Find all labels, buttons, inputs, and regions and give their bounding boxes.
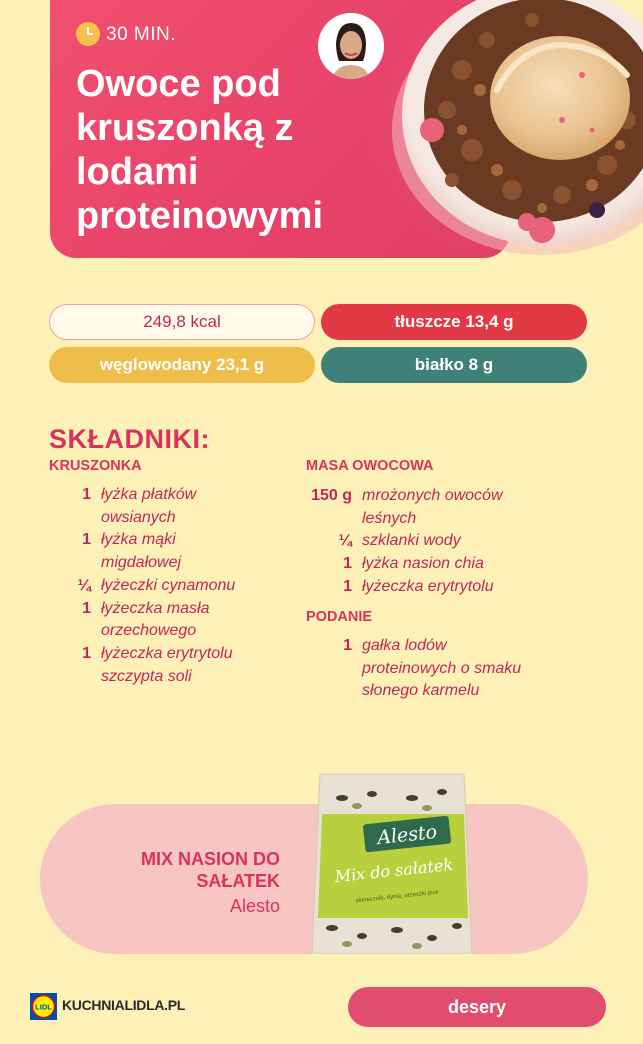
ingredient-name: łyżeczka erytrytolu <box>101 644 233 662</box>
ingredient-name: słonego karmelu <box>362 682 480 700</box>
ingredient-name: owsianych <box>101 508 176 526</box>
ingredient-quantity <box>49 620 101 643</box>
ingredient-row <box>306 658 521 681</box>
calories-badge: 249,8 kcal <box>49 304 315 340</box>
ingredient-quantity <box>49 507 101 530</box>
ingredients-heading: SKŁADNIKI: <box>49 424 210 454</box>
ingredient-name: gałka lodów <box>362 637 447 654</box>
ingredient-quantity <box>49 552 101 575</box>
ingredient-name: łyżka mąki <box>101 531 176 549</box>
ingredient-row <box>306 553 503 576</box>
ingredient-quantity: 1 <box>82 531 91 549</box>
bag-title-label: Mix do sałatek <box>333 854 454 887</box>
clock-icon <box>76 22 100 46</box>
ingredient-list-kruszonka <box>49 484 235 688</box>
prep-time: 30 MIN. <box>106 24 177 45</box>
ingredient-quantity: ¼ <box>77 576 91 594</box>
ingredient-name: łyżeczka masła <box>101 599 210 617</box>
ingredient-name: szczypta soli <box>101 667 192 685</box>
protein-badge: białko 8 g <box>321 347 587 383</box>
ingredient-quantity: 1 <box>82 644 91 662</box>
site-link[interactable]: KUCHNIALIDLA.PL <box>62 997 186 1013</box>
ingredient-quantity: 1 <box>343 555 352 573</box>
ingredient-row <box>49 620 235 643</box>
ingredient-quantity: ¼ <box>338 532 352 550</box>
ingredient-quantity: 1 <box>343 577 352 595</box>
carbs-badge: węglowodany 23,1 g <box>49 347 315 383</box>
ingredient-name: łyżka płatków <box>101 486 197 503</box>
ingredient-row <box>306 680 521 703</box>
ingredient-name: proteinowych o smaku <box>362 659 522 677</box>
ingredient-name: szklanki wody <box>362 532 461 550</box>
ingredient-name: mrożonych owoców <box>362 487 503 504</box>
ingredient-row <box>306 635 521 658</box>
ingredient-row <box>306 508 503 531</box>
recipe-title: Owoce pod kruszonką z lodami proteinowymi <box>76 63 324 237</box>
ingredient-row <box>49 666 235 689</box>
group-title-kruszonka: KRUSZONKA <box>49 458 142 474</box>
ingredient-quantity <box>306 680 362 703</box>
group-title-podanie: PODANIE <box>306 609 373 625</box>
ingredient-row <box>306 530 503 553</box>
ingredient-row <box>49 529 235 552</box>
product-name: MIX NASION DO SAŁATEK <box>140 849 280 891</box>
ingredient-row <box>49 598 235 621</box>
ingredient-quantity: 1 <box>343 637 352 654</box>
bag-brand-label: Alesto <box>376 820 439 850</box>
ingredient-quantity: 1 <box>82 599 91 617</box>
ingredient-row <box>49 575 235 598</box>
ingredient-quantity: 1 <box>82 486 91 503</box>
product-brand: Alesto <box>229 896 280 916</box>
ingredient-row <box>306 485 503 508</box>
dessert-photo <box>392 0 643 270</box>
ingredient-list-podanie <box>306 635 521 703</box>
ingredient-name: łyżeczka erytrytolu <box>362 577 494 595</box>
ingredient-name: orzechowego <box>101 622 197 640</box>
category-badge[interactable]: desery <box>348 987 606 1027</box>
group-title-masa-owocowa: MASA OWOCOWA <box>306 458 434 474</box>
ingredient-list-masa-owocowa <box>306 485 503 599</box>
ingredient-quantity <box>306 658 362 681</box>
lidl-logo[interactable] <box>30 993 57 1020</box>
ingredient-quantity: 150 g <box>311 487 352 504</box>
bag-subtitle-label: słonecznik, dynia, orzeszki pinii <box>355 889 439 905</box>
ingredient-name: leśnych <box>362 509 417 527</box>
ingredient-name: łyżeczki cynamonu <box>101 576 236 594</box>
ingredient-name: łyżka nasion chia <box>362 555 484 573</box>
product-bag-image <box>302 768 484 954</box>
ingredient-quantity <box>49 666 101 689</box>
ingredient-row <box>306 576 503 599</box>
lidl-logo-text: LIDL <box>35 1002 52 1012</box>
fat-badge: tłuszcze 13,4 g <box>321 304 587 340</box>
ingredient-row <box>49 507 235 530</box>
ingredient-row <box>49 484 235 507</box>
ingredient-name: migdałowej <box>101 554 182 572</box>
ingredient-row <box>49 552 235 575</box>
ingredient-quantity <box>306 508 362 531</box>
ingredient-row <box>49 643 235 666</box>
